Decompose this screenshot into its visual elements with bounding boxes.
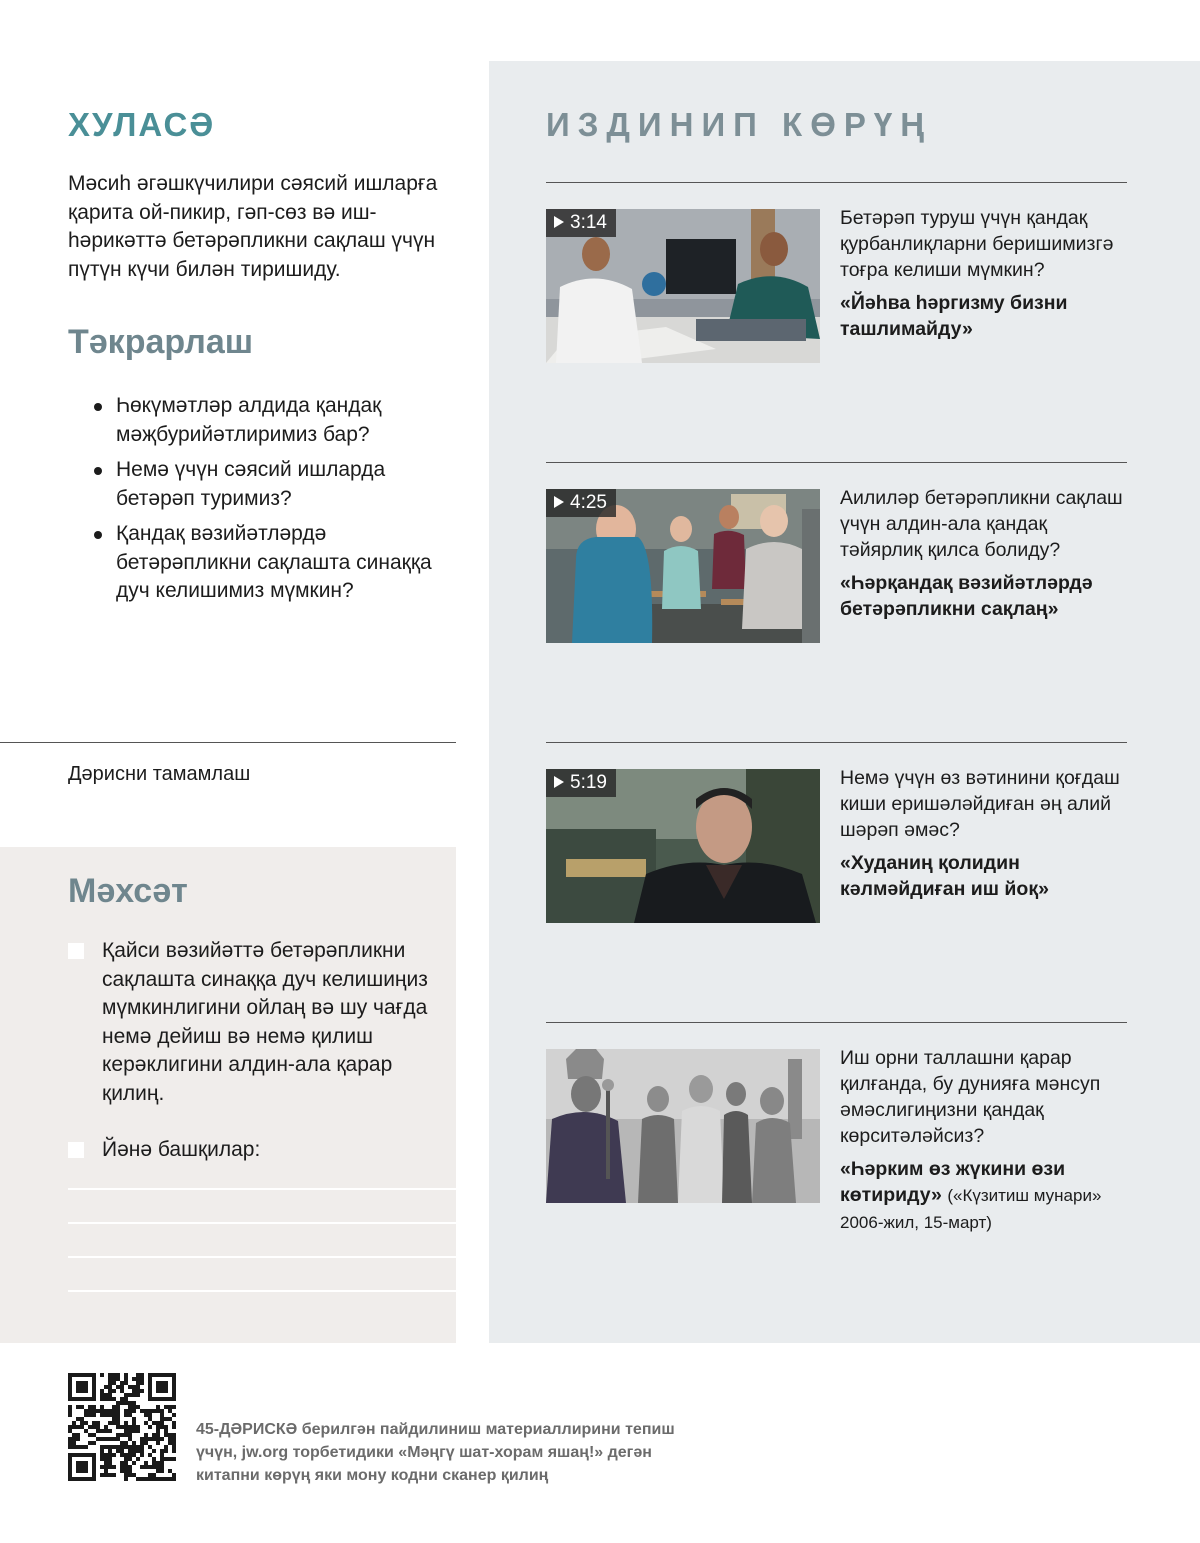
video-text [840,1045,1130,1236]
row-divider [546,1022,1127,1023]
goal-item [68,1136,448,1165]
review-item [88,392,458,449]
complete-lesson-label: Дәрисни тамамлаш [68,763,251,785]
review-item-text: Һөкүмәтләр алдида қандақ мәҗбурийәтлиримиз бар? [116,394,382,446]
video-text [840,205,1130,342]
videos-title: ИЗДИНИП КӨРҮҢ [546,106,933,143]
review-item-text: Немә үчүн сәясий ишларда бетәрәп туримиз? [116,458,386,510]
video-text [840,485,1130,622]
qr-code-image [68,1373,176,1481]
bullet-icon [94,531,102,539]
duration-text: 4:25 [570,492,607,513]
article-title[interactable]: «Һәрким өз жүкини өзи көтириду» [840,1158,1066,1206]
video-thumbnail[interactable] [546,489,820,643]
duration-text: 3:14 [570,212,607,233]
duration-badge [546,769,616,797]
article-illustration[interactable] [546,1049,820,1203]
video-question: Немә үчүн өз вәтинини қоғдаш киши еришәләйдиған әң алий шәрәп әмәс? [840,767,1120,841]
review-item-text: Қандақ вәзийәтләрдә бетәрәпликни сақлашта синаққа дуч келишимиз мүмкин? [116,522,432,602]
qr-code-icon [68,1373,176,1481]
write-in-line [68,1290,456,1292]
row-divider [546,462,1127,463]
video-question: Аилиләр бетәрәпликни сақлаш үчүн алдин-ала қандақ тәйярлиқ қилса болиду? [840,487,1123,561]
goal-title: Мәхсәт [68,872,188,910]
article-source: («Күзитиш мунари» 2006-жил, 15-март) [840,1186,1102,1232]
play-icon [554,776,564,788]
section-divider [0,742,456,743]
video-title-link[interactable]: «Худаниң қолидин кәлмәйдиған иш йоқ» [840,852,1049,900]
video-title-link[interactable]: «Һәрқандақ вәзийәтләрдә бетәрәпликни сақлаң» [840,572,1093,620]
bullet-icon [94,403,102,411]
video-text [840,765,1130,902]
review-item [88,456,458,513]
article-title-link[interactable] [840,1156,1130,1236]
review-item [88,520,458,606]
write-in-line [68,1256,456,1258]
footer-text: 45-ДӘРИСКӘ берилгән пайдилиниш материаллирини тепиш үчүн, jw.org торбетидики «Мәңгү шат-хорам яшаң!» дегән китапни көрүң яки мону кодни сканер қилиң [196,1421,675,1484]
play-icon [554,496,564,508]
goal-checkbox[interactable] [68,1142,84,1158]
review-title: Тәкрарлаш [68,323,254,361]
review-list [88,392,458,613]
summary-body: Мәсиһ әгәшкүчилири сәясий ишларға қарита ой-пикир, гәп-сөз вә иш-һәрикәттә бетәрәпликни сақлаш үчүн пүтүн күчи билән тиришиду. [68,172,438,281]
video-title-link[interactable]: «Йәһва һәргизму бизни ташлимайду» [840,292,1068,340]
goal-item-text: Қайси вәзийәттә бетәрәпликни сақлашта синаққа дуч келишиңиз мүмкинлигини ойлаң вә шу чағда немә дейиш вә немә қилиш керәклигини алдин-ала қарар қилиң. [102,939,428,1105]
duration-text: 5:19 [570,772,607,793]
goal-item-text: Йәнә башқилар: [102,1138,261,1161]
video-thumbnail[interactable] [546,769,820,923]
biblical-scene-image [546,1049,820,1203]
duration-badge [546,209,616,237]
play-icon [554,216,564,228]
goal-item [68,937,448,1108]
goal-checkbox[interactable] [68,943,84,959]
video-thumbnail[interactable] [546,209,820,363]
write-in-line [68,1222,456,1224]
video-question: Бетәрәп туруш үчүн қандақ қурбанлиқларни беришимизгә тоғра келиши мүмкин? [840,207,1114,281]
duration-badge [546,489,616,517]
bullet-icon [94,467,102,475]
article-question: Иш орни таллашни қарар қилғанда, бу дунияға мәнсуп әмәслигиңизни қандақ көрситәләйсиз? [840,1047,1101,1147]
row-divider [546,742,1127,743]
summary-title: ХУЛАСӘ [68,106,216,143]
write-in-line [68,1188,456,1190]
row-divider [546,182,1127,183]
